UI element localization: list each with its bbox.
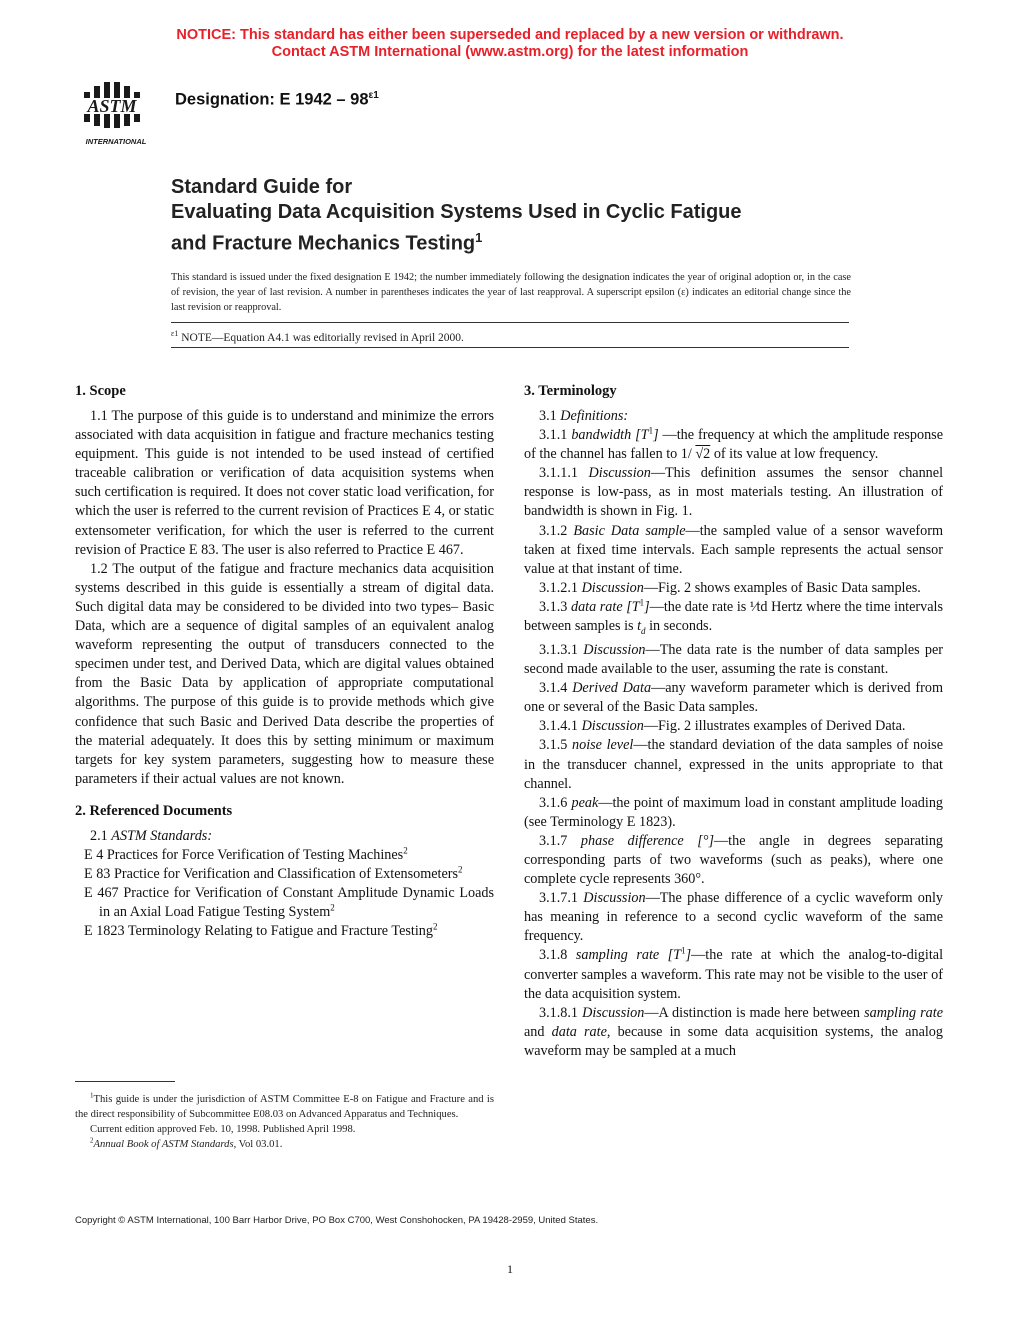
term-3-1-3-1: 3.1.3.1 Discussion—The data rate is the number of data samples per second made available to the user, assuming the rate is constant.	[524, 641, 943, 678]
footnote-rule	[75, 1081, 175, 1082]
title-line-1: Standard Guide for	[171, 176, 353, 198]
term-3-1-5: 3.1.5 noise level—the standard deviation of the data samples of noise in the transducer channel, expressed in the units appropriate to that channel.	[524, 737, 943, 792]
paragraph-1-1: 1.1 The purpose of this guide is to understand and minimize the errors associated with data acquisition in fatigue and fracture mechanics testing equipment. This guide is not intended to be used instead of certified traceable calibration or verification of data acquisition systems when such certification is required. It does not cover static load verification, for which the user is referred to the current revision of Practices E 4, or static extensometer verification, for which the user is referred to the current revision of Practice E 83. The user is also referred to Practice E 467.	[75, 408, 494, 558]
term-3-1-4-1: 3.1.4.1 Discussion—Fig. 2 illustrates examples of Derived Data.	[539, 718, 906, 735]
reference-item: E 467 Practice for Verification of Constant Amplitude Dynamic Loads in an Axial Load Fatigue Testing System$^2$	[84, 885, 494, 921]
notice-line-1: NOTICE: This standard has either been superseded and replaced by a new version or withdrawn.	[176, 27, 844, 43]
term-3-1-3: 3.1.3 data rate $[T^1]—the$ date rate is ¹⁄td Hertz where the time intervals between samples is $t_d$ in seconds.	[524, 597, 943, 636]
divider-rule	[171, 347, 849, 348]
designation: Designation: E $1942 - 98^{\varepsilon 1}$	[175, 90, 379, 109]
term-3-1: 3.1 Definitions:	[539, 408, 629, 424]
editorial-note: $^{\varepsilon 1}$ NOTE—Equation A4.1 was editorially revised in April 2000.	[171, 329, 464, 344]
reference-item: E 4 Practices for Force Verification of Testing Machines$^2$	[84, 845, 408, 863]
right-column	[524, 382, 943, 1061]
term-3-1-2: 3.1.2 Basic Data sample—the sampled value of a sensor waveform taken at fixed time intervals. Each sample represents the actual sensor value at that instant of time.	[524, 522, 944, 577]
section-heading-terminology: 3. Terminology	[524, 383, 617, 399]
term-3-1-7-1: 3.1.7.1 Discussion—The phase difference of a cyclic waveform only has meaning in reference to a second cyclic waveform of the same frequency.	[524, 890, 943, 945]
footnotes	[75, 1092, 494, 1152]
term-3-1-8-1: 3.1.8.1 Discussion—A distinction is made here between sampling rate and data rate, because in some data acquisition systems, the analog waveform may be sampled at a much	[524, 1004, 944, 1059]
term-3-1-6: 3.1.6 peak—the point of maximum load in constant amplitude loading (see Terminology E 1823).	[524, 794, 944, 830]
footnote-2: $^2$Annual Book of ASTM Standards, Vol 03.01.	[90, 1136, 283, 1150]
copyright-line: Copyright © ASTM International, 100 Barr Harbor Drive, PO Box C700, West Conshohocken, PA 19428-2959, United States.	[75, 1215, 599, 1226]
supersede-notice	[0, 27, 1020, 61]
footnote-1-edition: Current edition approved Feb. 10, 1998. Published April 1998.	[90, 1124, 356, 1135]
astm-logo	[70, 72, 162, 148]
divider-rule	[171, 322, 849, 323]
section-heading-scope: 1. Scope	[75, 383, 126, 399]
term-3-1-8: 3.1.8 sampling rate $[T^1]—the$ rate at which the analog-to-digital converter samples a waveform. This rate may not be visible to the user of the data acquisition system.	[524, 945, 944, 1002]
title-line-3: and Fracture Mechanics Testing$^1$	[171, 230, 483, 255]
logo-wordmark: ASTM	[87, 96, 137, 116]
term-3-1-4: 3.1.4 Derived Data—any waveform parameter which is derived from one or several of the Basic Data samples.	[524, 680, 944, 716]
footnote-1: $^1$This guide is under the jurisdiction of ASTM Committee E-8 on Fatigue and Fracture and is the direct responsibility of Subcommittee E08.03 on Advanced Apparatus and Techniques.	[75, 1091, 494, 1120]
reference-item: E 83 Practice for Verification and Classification of Extensometers$^2$	[84, 864, 463, 883]
document-title	[171, 175, 871, 257]
term-3-1-1: 3.1.1 bandwidth $[T^1]$ —the frequency at which the amplitude response of the channel has fallen to 1/ √2 of its value at low frequency.	[524, 425, 944, 463]
term-3-1-1-1: 3.1.1.1 Discussion—This definition assumes the sensor channel response is low-pass, as in most materials testing. An illustration of bandwidth is shown in Fig. 1.	[524, 465, 944, 520]
reference-item: E 1823 Terminology Relating to Fatigue and Fracture Testing$^2$	[84, 921, 438, 940]
paragraph-1-2: 1.2 The output of the fatigue and fracture mechanics data acquisition systems described in this guide is essentially a stream of digital data. Such digital data may be considered to be divided into two types– Basic Data, which are a sequence of digital samples of an equivalent analog waveform representing the output of transducers connected to the specimen under test, and Derived Data, which are digital values obtained from the Basic Data by application of appropriate computational algorithms. The purpose of this guide is to provide methods which give confidence that such Basic and Derived Data describe the properties of the material adequately. It does this by setting minimum or maximum targets for key system parameters, suggesting how to measure these parameters if their actual values are not known.	[75, 560, 494, 787]
term-3-1-7: 3.1.7 phase difference [°]—the angle in degrees separating corresponding parts of two waveforms (such as peaks), where one complete cycle represents 360°.	[524, 832, 944, 888]
designation-epsilon: ε1	[368, 90, 379, 101]
section-heading-referenced: 2. Referenced Documents	[75, 802, 233, 819]
issuance-note: This standard is issued under the fixed designation E 1942; the number immediately following the designation indicates the year of original adoption or, in the case of revision, the year of last revision. A number in parentheses indicates the year of last reapproval. A superscript epsilon (ε) indicates an editorial change since the last revision or reapproval.	[171, 272, 851, 313]
title-line-2: Evaluating Data Acquisition Systems Used in Cyclic Fatigue	[171, 201, 742, 223]
left-column	[75, 382, 494, 941]
page-number: 1	[507, 1262, 513, 1276]
notice-line-2: Contact ASTM International (www.astm.org) for the latest information	[271, 44, 749, 60]
logo-subtext: INTERNATIONAL	[85, 137, 147, 146]
paragraph-2-1: 2.1 ASTM Standards:	[90, 827, 213, 844]
term-3-1-2-1: 3.1.2.1 Discussion—Fig. 2 shows examples of Basic Data samples.	[539, 579, 921, 596]
